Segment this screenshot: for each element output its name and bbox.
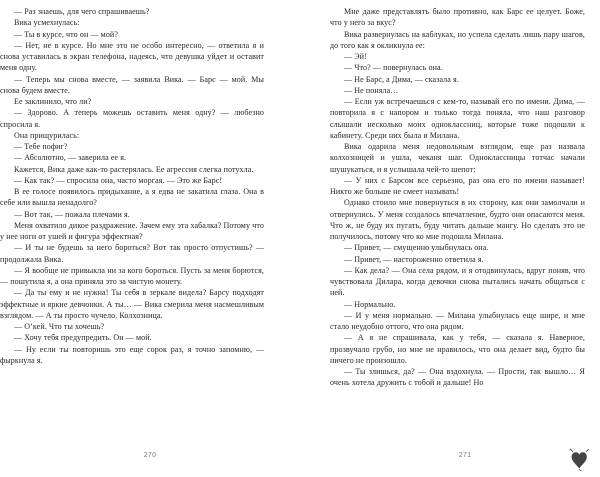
paragraph: Однако стоило мне повернуться в их сторону, как они замолчали и отвернулись. У меня создалось впечатление, будто они опасаются меня. Что ж, не буду их пугать, буду читать дальше мангу. Но сделать это не получилось, потому что ко мне подошла Милана. <box>330 198 585 241</box>
paragraph: Мне даже представлять было противно, как Барс ее целует. Боже, что у него за вкус? <box>330 7 585 28</box>
paragraph: — Если уж встречаешься с кем-то, называй его по имени. Дима, — повторила я с напором и только тогда поняла, что наш разговор слышали несколько моих одноклассниц, которые тоже подошли к кабинету. Среди них была и Милана. <box>330 97 585 140</box>
paragraph: — И у меня нормально. — Милана улыбнулась еще шире, и мне стало неудобно оттого, что она рядом. <box>330 310 585 331</box>
paragraph: — Да ты ему и не нужна! Ты себя в зеркале видела? Барсу подходят эффектные и яркие девчонки. А ты… — Вика смерила меня насмешливым взглядом. — А ты просто чучело. Колхозница. <box>0 288 264 320</box>
paragraph: — Тебе пофиг? <box>14 142 68 151</box>
paragraph: — Как так? — спросила она, часто моргая. — Это же Барс! <box>14 175 223 185</box>
paragraph: — Вот так, — пожала плечами я. <box>14 209 130 219</box>
paragraph: — У них с Барсом все серьезно, раз она его по имени называет! Никто же больше не смеет называть! <box>330 175 585 196</box>
page-number-right: 271 <box>458 452 472 459</box>
paragraph: — Как дела? — Она села рядом, и я отодвинулась, вдруг поняв, что чувствовала Дилара, когда девочки снова пытались начать общаться с ней. <box>330 265 585 298</box>
paragraph: Вика развернулась на каблуках, но успела сделать лишь пару шагов, до того как я окликнула ее: <box>330 29 585 50</box>
heart-ornament <box>566 447 592 471</box>
paragraph: — О’кей. Что ты хочешь? <box>14 322 105 331</box>
paragraph: Меня охватило дикое раздражение. Зачем ему эта хабалка? Потому что у нее ноги от ушей и фигура эффектная? <box>0 220 264 241</box>
paragraph: — А я не спрашивала, как у тебя, — сказала я. Наверное, прозвучало грубо, но мне не нравилось, что она делает вид, будто бы ничего не произошло. <box>330 333 585 365</box>
paragraph: — Привет, — смущенно улыбнулась она. <box>344 243 489 253</box>
paragraph: — Абсолютно, — заверила ее я. <box>14 153 127 163</box>
paragraph: — Ты в курсе, что он — мой? <box>14 29 118 39</box>
right-page <box>300 0 600 477</box>
paragraph: — Привет, — настороженно ответила я. <box>344 254 484 264</box>
paragraph: Ее заклинило, что ли? <box>14 97 92 106</box>
paragraph: — Ну если ты повторишь это еще сорок раз, я точно запомню, — фыркнула я. <box>0 344 264 365</box>
paragraph: — Теперь мы снова вместе, — заявила Вика. — Барс — мой. Мы снова будем вместе. <box>0 74 264 95</box>
paragraph: Вика одарила меня недовольным взглядом, еще раз назвала колхозницей и ушла, чеканя шаг. Одноклассницы тотчас начали шушукаться, и я услышала чей-то шепот: <box>330 142 585 174</box>
paragraph: Она прищурилась: <box>14 130 80 140</box>
paragraph: — И ты не будешь за него бороться? Вот так просто отпустишь? — продолжала Вика. <box>0 243 264 264</box>
paragraph: — Хочу тебя предупредить. Он — мой. <box>14 333 152 343</box>
paragraph: — Эй! <box>344 52 367 61</box>
paragraph: — Ты злишься, да? — Она вздохнула. — Прости, так вышло… Я очень хотела дружить с тобой и дальше! Но <box>330 367 585 388</box>
page-number-left: 270 <box>143 452 157 459</box>
paragraph: В ее голосе появилось придыхание, а я едва не закатила глаза. Она в себе или вышла ненадолго? <box>0 187 264 208</box>
paragraph: — Не Барс, а Дима, — сказала я. <box>344 74 459 84</box>
paragraph: — Нормально. <box>344 299 396 309</box>
right-page-textblock <box>330 6 585 389</box>
paragraph: — Здорово. А теперь можешь оставить меня одну? — любезно спросила я. <box>0 108 264 129</box>
paragraph: — Что? — повернулась она. <box>344 63 443 73</box>
paragraph: — Нет, не в курсе. Но мне это не особо интересно, — ответила я и снова уставилась в экран телефона, надеясь, что девушка уйдет и оставит меня одну. <box>0 40 264 73</box>
paragraph: — Раз знаешь, для чего спрашиваешь? <box>14 7 150 16</box>
paragraph: Кажется, Вика даже как-то растерялась. Ее агрессия слегка потухла. <box>14 164 254 174</box>
paragraph: — Я вообще не привыкла ни за кого бороться. Пусть за меня борются, — пошутила я, а она приняла это за чистую монету. <box>0 265 264 286</box>
left-page-textblock <box>0 6 264 366</box>
paragraph: — Не поняла… <box>344 85 399 95</box>
paragraph: Вика усмехнулась: <box>14 18 80 28</box>
